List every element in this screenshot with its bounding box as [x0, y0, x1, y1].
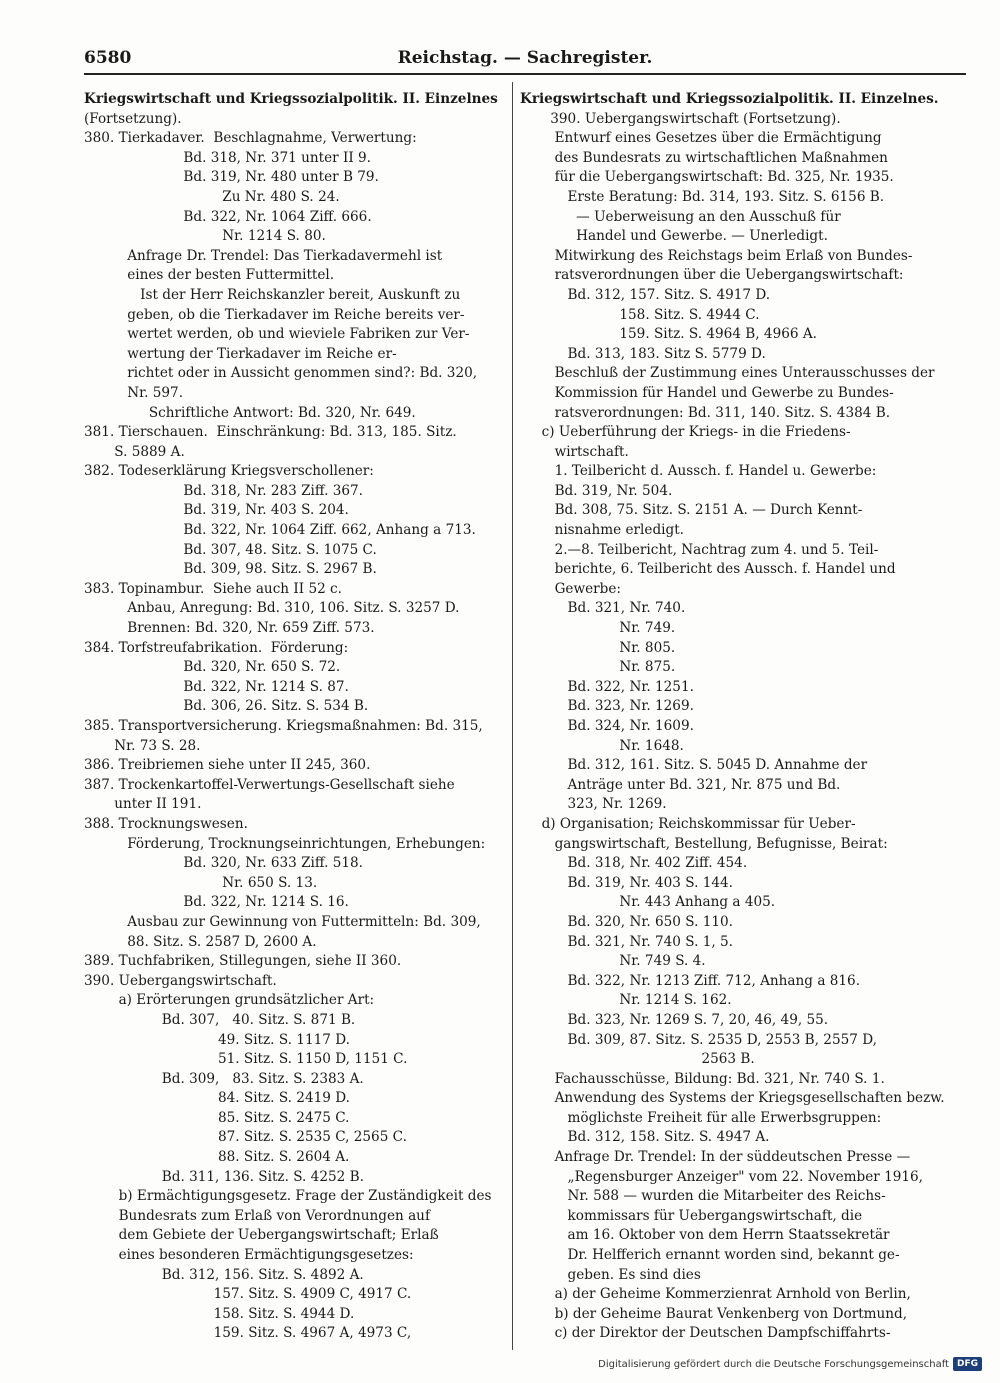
- footer: [598, 1357, 982, 1371]
- index-line: Nr. 597.: [84, 384, 184, 401]
- index-line: Bundesrats zum Erlaß von Verordnungen auf: [84, 1207, 430, 1224]
- index-line: d) Organisation; Reichskommissar für Ueber-: [520, 815, 856, 832]
- index-line: Nr. 749 S. 4.: [520, 953, 706, 970]
- index-line: 384. Torfstreufabrikation. Förderung:: [84, 639, 349, 656]
- index-line: Bd. 322, Nr. 1214 S. 16.: [84, 894, 349, 911]
- index-line: Bd. 318, Nr. 283 Ziff. 367.: [84, 482, 363, 499]
- index-line: Brennen: Bd. 320, Nr. 659 Ziff. 573.: [84, 620, 375, 637]
- index-line: Kriegswirtschaft und Kriegssozialpolitik. II. Einzelnes.: [520, 91, 939, 107]
- index-line: eines der besten Futtermittel.: [84, 267, 335, 284]
- index-line: Bd. 313, 183. Sitz S. 5779 D.: [520, 345, 766, 362]
- index-line: Bd. 308, 75. Sitz. S. 2151 A. — Durch Kennt-: [520, 502, 863, 519]
- index-line: Anwendung des Systems der Kriegsgesellschaften bezw.: [520, 1090, 945, 1107]
- index-line: geben. Es sind dies: [520, 1266, 701, 1283]
- index-line: eines besonderen Ermächtigungsgesetzes:: [84, 1247, 414, 1264]
- index-line: Bd. 322, Nr. 1213 Ziff. 712, Anhang a 816.: [520, 972, 861, 989]
- index-line: Bd. 312, 156. Sitz. S. 4892 A.: [84, 1266, 364, 1283]
- index-line: Bd. 311, 136. Sitz. S. 4252 B.: [84, 1168, 364, 1185]
- index-line: Bd. 320, Nr. 650 S. 72.: [84, 659, 341, 676]
- index-line: „Regensburger Anzeiger" vom 22. November 1916,: [520, 1168, 923, 1185]
- index-line: möglichste Freiheit für alle Erwerbsgruppen:: [520, 1109, 882, 1126]
- index-line: Handel und Gewerbe. — Unerledigt.: [520, 228, 828, 245]
- index-line: 380. Tierkadaver. Beschlagnahme, Verwertung:: [84, 130, 417, 147]
- index-line: Bd. 307, 48. Sitz. S. 1075 C.: [84, 541, 377, 558]
- index-line: für die Uebergangswirtschaft: Bd. 325, Nr. 1935.: [520, 169, 894, 186]
- index-line: Nr. 650 S. 13.: [84, 874, 318, 891]
- index-line: Anfrage Dr. Trendel: Das Tierkadavermehl ist: [84, 247, 443, 264]
- index-line: Anträge unter Bd. 321, Nr. 875 und Bd.: [520, 776, 841, 793]
- index-line: Bd. 319, Nr. 480 unter B 79.: [84, 169, 379, 186]
- index-line: 382. Todeserklärung Kriegsverschollener:: [84, 463, 374, 480]
- index-line: 390. Uebergangswirtschaft (Fortsetzung).: [520, 110, 841, 127]
- index-line: 323, Nr. 1269.: [520, 796, 667, 813]
- index-line: 381. Tierschauen. Einschränkung: Bd. 313, 185. Sitz.: [84, 424, 457, 441]
- index-line: Nr. 1648.: [520, 737, 684, 754]
- index-line: Bd. 323, Nr. 1269.: [520, 698, 694, 715]
- index-line: Bd. 318, Nr. 402 Ziff. 454.: [520, 855, 748, 872]
- index-line: 383. Topinambur. Siehe auch II 52 c.: [84, 580, 342, 597]
- page-header: [84, 48, 966, 74]
- running-title: Reichstag. — Sachregister.: [397, 48, 653, 68]
- index-line: Bd. 309, 98. Sitz. S. 2967 B.: [84, 561, 377, 578]
- page-number: 6580: [84, 48, 132, 68]
- index-line: c) Ueberführung der Kriegs- in die Friedens-: [520, 424, 851, 441]
- index-line: Bd. 321, Nr. 740.: [520, 600, 686, 617]
- index-line: am 16. Oktober von dem Herrn Staatssekretär: [520, 1227, 890, 1244]
- index-line: b) der Geheime Baurat Venkenberg von Dortmund,: [520, 1305, 908, 1322]
- header-rule: [84, 73, 966, 75]
- index-line: Bd. 320, Nr. 633 Ziff. 518.: [84, 855, 363, 872]
- index-line: 159. Sitz. S. 4964 B, 4966 A.: [520, 326, 817, 343]
- index-line: Nr. 1214 S. 80.: [84, 228, 326, 245]
- index-line: Bd. 319, Nr. 403 S. 204.: [84, 502, 349, 519]
- index-line: 51. Sitz. S. 1150 D, 1151 C.: [84, 1051, 408, 1068]
- index-line: Förderung, Trocknungseinrichtungen, Erhebungen:: [84, 835, 486, 852]
- index-line: wirtschaft.: [520, 443, 629, 460]
- index-line: Nr. 805.: [520, 639, 676, 656]
- index-line: 158. Sitz. S. 4944 D.: [84, 1305, 355, 1322]
- index-line: Zu Nr. 480 S. 24.: [84, 188, 340, 205]
- index-line: S. 5889 A.: [84, 443, 185, 460]
- index-line: Bd. 312, 158. Sitz. S. 4947 A.: [520, 1129, 770, 1146]
- index-line: unter II 191.: [84, 796, 202, 813]
- index-line: 88. Sitz. S. 2604 A.: [84, 1149, 350, 1166]
- index-line: Fachausschüsse, Bildung: Bd. 321, Nr. 740 S. 1.: [520, 1070, 885, 1087]
- index-line: Bd. 319, Nr. 504.: [520, 482, 673, 499]
- index-line: Kommission für Handel und Gewerbe zu Bundes-: [520, 384, 894, 401]
- index-line: Nr. 749.: [520, 620, 676, 637]
- index-line: 87. Sitz. S. 2535 C, 2565 C.: [84, 1129, 407, 1146]
- index-line: 388. Trocknungswesen.: [84, 815, 248, 832]
- dfg-logo-icon: DFG: [953, 1357, 982, 1371]
- index-line: Erste Beratung: Bd. 314, 193. Sitz. S. 6156 B.: [520, 188, 885, 205]
- index-line: Bd. 322, Nr. 1064 Ziff. 666.: [84, 208, 372, 225]
- index-line: c) der Direktor der Deutschen Dampfschiffahrts-: [520, 1325, 891, 1340]
- index-line: Bd. 324, Nr. 1609.: [520, 718, 694, 734]
- index-line: Schriftliche Antwort: Bd. 320, Nr. 649.: [84, 404, 416, 421]
- index-line: nisnahme erledigt.: [520, 522, 684, 539]
- index-line: 385. Transportversicherung. Kriegsmaßnahmen: Bd. 315,: [84, 718, 483, 734]
- index-line: gangswirtschaft, Bestellung, Befugnisse, Beirat:: [520, 835, 888, 852]
- index-line: des Bundesrats zu wirtschaftlichen Maßnahmen: [520, 149, 888, 166]
- index-line: wertung der Tierkadaver im Reiche er-: [84, 345, 397, 362]
- index-line: 159. Sitz. S. 4967 A, 4973 C,: [84, 1325, 412, 1340]
- index-line: Anfrage Dr. Trendel: In der süddeutschen Presse —: [520, 1149, 911, 1166]
- index-line: Bd. 319, Nr. 403 S. 144.: [520, 874, 733, 891]
- index-line: Nr. 73 S. 28.: [84, 737, 201, 754]
- index-line: 157. Sitz. S. 4909 C, 4917 C.: [84, 1286, 412, 1303]
- index-line: Bd. 322, Nr. 1064 Ziff. 662, Anhang a 713.: [84, 522, 476, 539]
- index-line: 49. Sitz. S. 1117 D.: [84, 1031, 350, 1048]
- index-line: Bd. 323, Nr. 1269 S. 7, 20, 46, 49, 55.: [520, 1011, 829, 1028]
- left-column: [84, 90, 512, 1340]
- footer-text: Digitalisierung gefördert durch die Deutsche Forschungsgemeinschaft: [598, 1358, 949, 1370]
- index-line: Bd. 312, 157. Sitz. S. 4917 D.: [520, 286, 771, 303]
- index-line: Bd. 322, Nr. 1214 S. 87.: [84, 678, 349, 695]
- index-line: dem Gebiete der Uebergangswirtschaft; Erlaß: [84, 1227, 439, 1244]
- index-line: Entwurf eines Gesetzes über die Ermächtigung: [520, 130, 882, 147]
- index-line: (Fortsetzung).: [84, 110, 182, 127]
- index-line: Bd. 309, 83. Sitz. S. 2383 A.: [84, 1070, 364, 1087]
- index-line: 158. Sitz. S. 4944 C.: [520, 306, 760, 323]
- index-line: Gewerbe:: [520, 580, 621, 597]
- right-column: [520, 90, 948, 1340]
- index-line: ratsverordnungen: Bd. 311, 140. Sitz. S. 4384 B.: [520, 404, 891, 421]
- index-line: Bd. 318, Nr. 371 unter II 9.: [84, 149, 371, 166]
- index-line: geben, ob die Tierkadaver im Reiche bereits ver-: [84, 306, 465, 323]
- index-line: Bd. 309, 87. Sitz. S. 2535 D, 2553 B, 2557 D,: [520, 1031, 877, 1048]
- index-line: a) Erörterungen grundsätzlicher Art:: [84, 992, 375, 1009]
- index-line: 84. Sitz. S. 2419 D.: [84, 1090, 350, 1107]
- index-line: 386. Treibriemen siehe unter II 245, 360.: [84, 757, 371, 774]
- index-line: Bd. 322, Nr. 1251.: [520, 678, 694, 695]
- index-line: Bd. 306, 26. Sitz. S. 534 B.: [84, 698, 369, 715]
- index-line: Kriegswirtschaft und Kriegssozialpolitik. II. Einzelnes: [84, 91, 498, 107]
- index-line: richtet oder in Aussicht genommen sind?: Bd. 320,: [84, 365, 478, 382]
- index-line: 85. Sitz. S. 2475 C.: [84, 1109, 350, 1126]
- index-line: 390. Uebergangswirtschaft.: [84, 972, 277, 989]
- index-line: Nr. 443 Anhang a 405.: [520, 894, 776, 911]
- index-line: Beschluß der Zustimmung eines Unterausschusses der: [520, 365, 935, 382]
- index-line: a) der Geheime Kommerzienrat Arnhold von Berlin,: [520, 1286, 911, 1303]
- index-line: wertet werden, ob und wieviele Fabriken zur Ver-: [84, 326, 470, 343]
- index-line: Ist der Herr Reichskanzler bereit, Auskunft zu: [84, 286, 461, 303]
- index-line: 2.—8. Teilbericht, Nachtrag zum 4. und 5. Teil-: [520, 541, 879, 558]
- index-line: berichte, 6. Teilbericht des Aussch. f. Handel und: [520, 561, 896, 578]
- index-line: 2563 B.: [520, 1051, 755, 1068]
- index-line: Nr. 1214 S. 162.: [520, 992, 732, 1009]
- index-line: Nr. 875.: [520, 659, 676, 676]
- index-line: 389. Tuchfabriken, Stillegungen, siehe II 360.: [84, 953, 402, 970]
- index-line: Ausbau zur Gewinnung von Futtermitteln: Bd. 309,: [84, 913, 481, 930]
- index-line: Bd. 320, Nr. 650 S. 110.: [520, 913, 733, 930]
- index-line: Mitwirkung des Reichstags beim Erlaß von Bundes-: [520, 247, 913, 264]
- index-line: 1. Teilbericht d. Aussch. f. Handel u. Gewerbe:: [520, 463, 877, 480]
- index-line: 88. Sitz. S. 2587 D, 2600 A.: [84, 933, 317, 950]
- index-line: Dr. Helfferich ernannt worden sind, bekannt ge-: [520, 1247, 900, 1264]
- index-line: — Ueberweisung an den Ausschuß für: [520, 208, 841, 225]
- column-divider: [512, 82, 513, 1350]
- index-line: Nr. 588 — wurden die Mitarbeiter des Reichs-: [520, 1188, 886, 1205]
- index-line: kommissars für Uebergangswirtschaft, die: [520, 1207, 863, 1224]
- index-line: Bd. 321, Nr. 740 S. 1, 5.: [520, 933, 733, 950]
- index-line: b) Ermächtigungsgesetz. Frage der Zuständigkeit des: [84, 1188, 492, 1205]
- index-line: 387. Trockenkartoffel-Verwertungs-Gesellschaft siehe: [84, 776, 455, 793]
- index-line: ratsverordnungen über die Uebergangswirtschaft:: [520, 267, 904, 284]
- index-line: Bd. 307, 40. Sitz. S. 871 B.: [84, 1011, 356, 1028]
- index-line: Bd. 312, 161. Sitz. S. 5045 D. Annahme der: [520, 757, 868, 774]
- index-line: Anbau, Anregung: Bd. 310, 106. Sitz. S. 3257 D.: [84, 600, 460, 617]
